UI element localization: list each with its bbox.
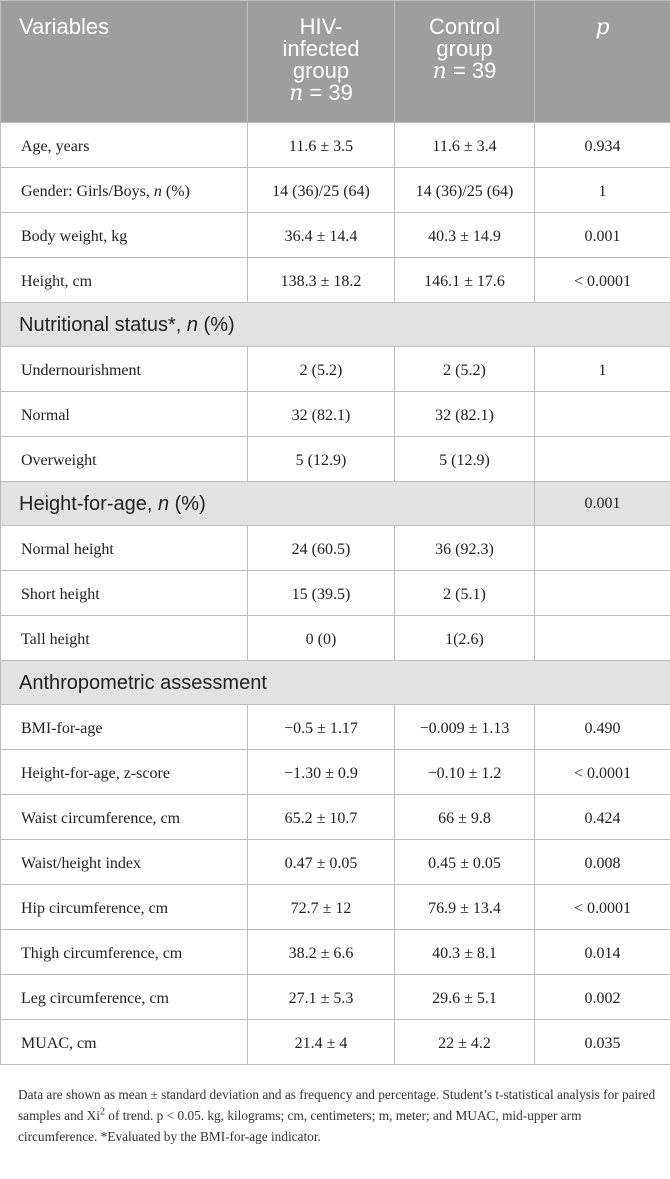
- cell-variable: BMI-for-age: [1, 705, 248, 750]
- table-row: [1, 213, 670, 258]
- cell-p: 0.490: [535, 705, 670, 750]
- section-label-text: Height-for-age,: [19, 493, 158, 515]
- header-control-line1: Control: [429, 14, 500, 39]
- cell-p: 0.424: [535, 795, 670, 840]
- section-label-suffix: (%): [197, 314, 235, 336]
- section-label-n: n: [157, 493, 170, 515]
- table-row: [1, 437, 670, 482]
- cell-hiv: 27.1 ± 5.3: [248, 975, 395, 1020]
- cell-variable: Height, cm: [1, 258, 248, 303]
- section-row-anthropometric: [1, 661, 670, 705]
- header-row: [1, 1, 670, 123]
- section-row-nutritional-status: [1, 303, 670, 347]
- cell-p: 1: [535, 168, 670, 213]
- cell-control: 14 (36)/25 (64): [395, 168, 535, 213]
- header-p: [535, 1, 670, 123]
- section-label: Anthropometric assessment: [1, 661, 670, 705]
- cell-control: 2 (5.1): [395, 571, 535, 616]
- cell-hiv: 36.4 ± 14.4: [248, 213, 395, 258]
- section-label: [1, 303, 670, 347]
- header-hiv-line1: HIV-: [299, 14, 343, 39]
- cell-variable: Normal: [1, 392, 248, 437]
- section-label-text: Nutritional status*,: [19, 314, 187, 336]
- cell-p: 0.014: [535, 930, 670, 975]
- table-row: [1, 123, 670, 168]
- cell-hiv: 11.6 ± 3.5: [248, 123, 395, 168]
- table-row: [1, 258, 670, 303]
- cell-p: 0.008: [535, 840, 670, 885]
- header-control-n: n: [432, 59, 447, 84]
- header-control-n-value: = 39: [446, 58, 497, 83]
- section-p-value: 0.001: [535, 482, 670, 526]
- cell-hiv: −1.30 ± 0.9: [248, 750, 395, 795]
- cell-variable: Thigh circumference, cm: [1, 930, 248, 975]
- table-row: [1, 168, 670, 213]
- cell-hiv: 72.7 ± 12: [248, 885, 395, 930]
- header-hiv-line3: group: [292, 58, 350, 83]
- cell-hiv: 32 (82.1): [248, 392, 395, 437]
- cell-variable: MUAC, cm: [1, 1020, 248, 1065]
- cell-control: −0.10 ± 1.2: [395, 750, 535, 795]
- cell-control: 0.45 ± 0.05: [395, 840, 535, 885]
- table-row: [1, 616, 670, 661]
- cell-variable: Height-for-age, z-score: [1, 750, 248, 795]
- cell-variable: Hip circumference, cm: [1, 885, 248, 930]
- cell-hiv: 14 (36)/25 (64): [248, 168, 395, 213]
- cell-variable: Normal height: [1, 526, 248, 571]
- cell-p: < 0.0001: [535, 750, 670, 795]
- footnote-text: Data are shown as mean ± standard deviation and as frequency and percentage. Student’s t-statistical analysis for paired samples and Xi: [18, 1087, 656, 1123]
- cell-p: < 0.0001: [535, 885, 670, 930]
- cell-variable: Undernourishment: [1, 347, 248, 392]
- cell-control: 76.9 ± 13.4: [395, 885, 535, 930]
- table-row: [1, 975, 670, 1020]
- cell-variable: Age, years: [1, 123, 248, 168]
- section-label: [1, 482, 535, 526]
- cell-control: 22 ± 4.2: [395, 1020, 535, 1065]
- cell-control: −0.009 ± 1.13: [395, 705, 535, 750]
- cell-hiv: 15 (39.5): [248, 571, 395, 616]
- cell-p: 0.001: [535, 213, 670, 258]
- cell-p: [535, 616, 670, 661]
- cell-hiv: 24 (60.5): [248, 526, 395, 571]
- cell-control: 5 (12.9): [395, 437, 535, 482]
- section-label-suffix: (%): [169, 493, 206, 515]
- cell-hiv: −0.5 ± 1.17: [248, 705, 395, 750]
- table-row: [1, 885, 670, 930]
- cell-p: [535, 392, 670, 437]
- cell-variable: Leg circumference, cm: [1, 975, 248, 1020]
- cell-p: 0.934: [535, 123, 670, 168]
- cell-control: 32 (82.1): [395, 392, 535, 437]
- cell-hiv: 0 (0): [248, 616, 395, 661]
- cell-control: 11.6 ± 3.4: [395, 123, 535, 168]
- table-row: [1, 392, 670, 437]
- cell-control: 146.1 ± 17.6: [395, 258, 535, 303]
- cell-p: 0.002: [535, 975, 670, 1020]
- cell-p: [535, 526, 670, 571]
- footnote-text-continued: of trend. p < 0.05. kg, kilograms; cm, centimeters; m, meter; and MUAC, mid-upper arm circumference. *Evaluated by the BMI-for-age indicator.: [18, 1108, 582, 1144]
- cell-variable-text: Gender: Girls/Boys,: [21, 183, 154, 200]
- header-hiv-n-value: = 39: [303, 80, 353, 105]
- table-header: [1, 1, 670, 123]
- cell-p: 0.035: [535, 1020, 670, 1065]
- cell-control: 40.3 ± 8.1: [395, 930, 535, 975]
- cell-hiv: 38.2 ± 6.6: [248, 930, 395, 975]
- cell-hiv: 65.2 ± 10.7: [248, 795, 395, 840]
- section-label-n: n: [186, 314, 198, 336]
- table-row: [1, 840, 670, 885]
- cell-variable: Body weight, kg: [1, 213, 248, 258]
- cell-control: 36 (92.3): [395, 526, 535, 571]
- cell-variable: Waist/height index: [1, 840, 248, 885]
- cell-control: 1(2.6): [395, 616, 535, 661]
- cell-hiv: 21.4 ± 4: [248, 1020, 395, 1065]
- cell-variable-suffix: (%): [161, 183, 190, 200]
- table-row: [1, 347, 670, 392]
- cell-control: 66 ± 9.8: [395, 795, 535, 840]
- cell-p: < 0.0001: [535, 258, 670, 303]
- cell-p: [535, 437, 670, 482]
- header-hiv-line2: infected: [282, 36, 360, 61]
- cell-p: [535, 571, 670, 616]
- table-row: [1, 1020, 670, 1065]
- table-body: [1, 123, 670, 1065]
- cell-variable-n: n: [153, 183, 162, 200]
- header-control-line2: group: [436, 36, 493, 61]
- cell-hiv: 138.3 ± 18.2: [248, 258, 395, 303]
- cell-variable: Waist circumference, cm: [1, 795, 248, 840]
- table-row: [1, 526, 670, 571]
- cell-variable: Tall height: [1, 616, 248, 661]
- cell-variable: [1, 168, 248, 213]
- cell-hiv: 5 (12.9): [248, 437, 395, 482]
- table-row: [1, 795, 670, 840]
- header-variables: Variables: [1, 1, 248, 123]
- table-row: [1, 930, 670, 975]
- cell-p: 1: [535, 347, 670, 392]
- table-row: [1, 705, 670, 750]
- section-row-height-for-age: [1, 482, 670, 526]
- header-hiv-group: [248, 1, 395, 123]
- header-p-label: p: [595, 15, 610, 40]
- cell-hiv: 0.47 ± 0.05: [248, 840, 395, 885]
- header-control-group: [395, 1, 535, 123]
- cell-hiv: 2 (5.2): [248, 347, 395, 392]
- cell-control: 29.6 ± 5.1: [395, 975, 535, 1020]
- table-row: [1, 571, 670, 616]
- cell-control: 2 (5.2): [395, 347, 535, 392]
- cell-control: 40.3 ± 14.9: [395, 213, 535, 258]
- footnote-superscript: 2: [99, 1106, 105, 1118]
- table-row: [1, 750, 670, 795]
- cell-variable: Short height: [1, 571, 248, 616]
- cell-variable: Overweight: [1, 437, 248, 482]
- header-hiv-n: n: [289, 81, 304, 106]
- table-footnote: [18, 1084, 658, 1147]
